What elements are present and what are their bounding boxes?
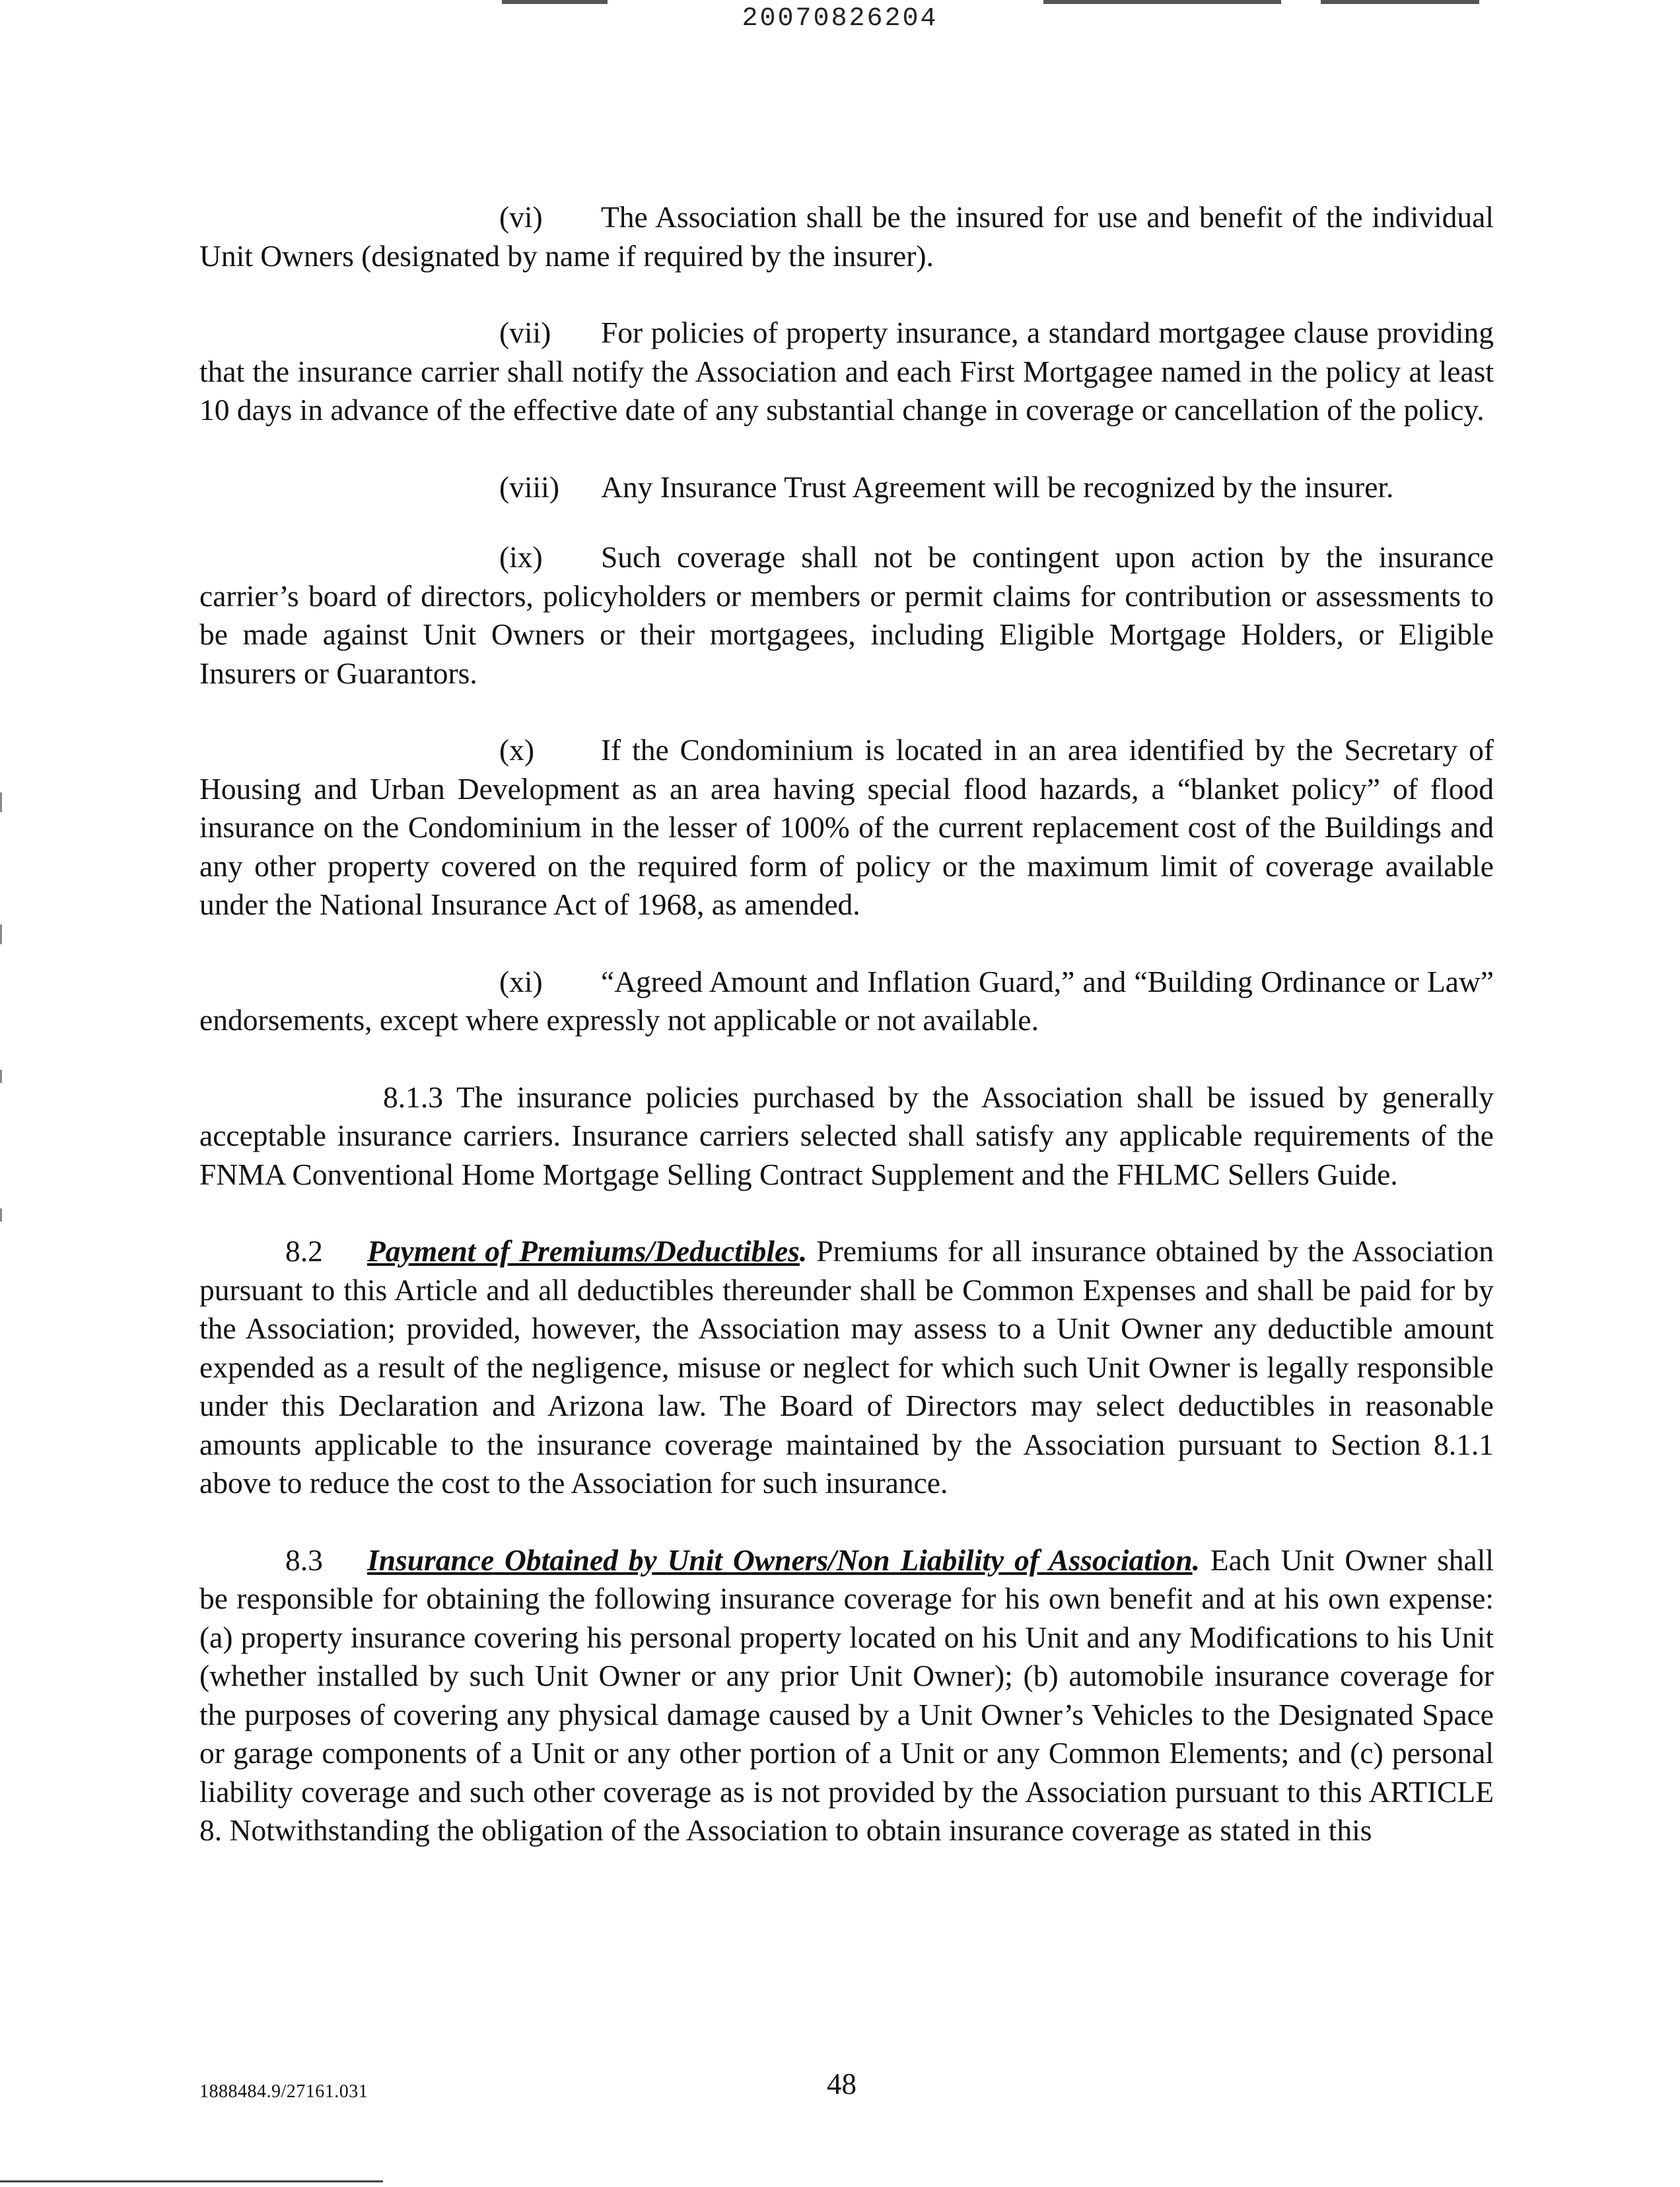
section-heading-period: . [799, 1234, 808, 1268]
document-body [199, 198, 1494, 1889]
scan-edge-mark [0, 792, 2, 812]
list-item [199, 198, 1494, 275]
section-text: Each Unit Owner shall be responsible for obtaining the following insurance coverage for his own benefit and at his own expense: (a) property insurance covering his personal property located on his Unit and any Modifications to his Unit (whether installed by such Unit Owner or any prior Unit Owner); (b) automobile insurance coverage for the purposes of covering any physical damage caused by a Unit Owner’s Vehicles to the Designated Space or garage components of a Unit or any other portion of a Unit or any Common Elements; and (c) personal liability coverage and such other coverage as is not provided by the Association pursuant to this ARTICLE 8. Notwithstanding the obligation of the Association to obtain insurance coverage as stated in this [199, 1543, 1494, 1847]
item-text: For policies of property insurance, a standard mortgagee clause providing that the insurance carrier shall notify the Association and each First Mortgagee named in the policy at least 10 days in advance of the effective date of any substantial change in coverage or cancellation of the policy. [199, 316, 1494, 427]
section-heading-period: . [1192, 1543, 1200, 1577]
scan-edge-mark [0, 1208, 2, 1222]
section-8-1-3 [199, 1078, 1494, 1195]
item-text: The Association shall be the insured for use and benefit of the individual Unit Owners (designated by name if required by the insurer). [199, 200, 1494, 273]
footer-rule [0, 2180, 383, 2182]
section-8-3 [199, 1541, 1494, 1850]
item-label: (ix) [499, 540, 543, 574]
item-text: Such coverage shall not be contingent upon action by the insurance carrier’s board of directors, policyholders or members or permit claims for contribution or assessments to be made against Unit Owners or their mortgagees, including Eligible Mortgage Holders, or Eligible Insurers or Guarantors. [199, 540, 1494, 690]
item-label: (x) [499, 733, 535, 767]
item-label: (vii) [499, 316, 551, 349]
item-text: “Agreed Amount and Inflation Guard,” and “Building Ordinance or Law” endorsements, except where expressly not applicable or not available. [199, 964, 1494, 1037]
section-text: Premiums for all insurance obtained by the Association pursuant to this Article and all deductibles thereunder shall be Common Expenses and shall be paid for by the Association; provided, however, the Association may assess to a Unit Owner any deductible amount expended as a result of the negligence, misuse or neglect for which such Unit Owner is legally responsible under this Declaration and Arizona law. The Board of Directors may select deductibles in reasonable amounts applicable to the insurance coverage maintained by the Association pursuant to Section 8.1.1 above to reduce the cost to the Association for such insurance. [199, 1234, 1494, 1500]
section-heading: Insurance Obtained by Unit Owners/Non Liability of Association [367, 1543, 1193, 1577]
list-item [199, 314, 1494, 430]
page-number: 48 [827, 2067, 857, 2100]
section-number: 8.2 [285, 1234, 323, 1268]
list-item [199, 538, 1494, 693]
list-item [199, 963, 1494, 1040]
footer-document-id: 1888484.9/27161.031 [199, 2081, 368, 2102]
section-8-2 [199, 1232, 1494, 1503]
list-item [199, 468, 1494, 507]
item-label: (viii) [499, 469, 559, 504]
section-number: 8.3 [285, 1543, 323, 1577]
item-text: Any Insurance Trust Agreement will be recognized by the insurer. [601, 469, 1394, 504]
item-label: (xi) [499, 964, 543, 998]
scan-edge-mark [0, 1070, 2, 1083]
list-item [199, 731, 1494, 924]
document-number-stamp: 20070826204 [742, 4, 938, 34]
section-heading: Payment of Premiums/Deductibles [367, 1234, 800, 1268]
scan-edge-mark [0, 924, 2, 944]
section-text: 8.1.3 The insurance policies purchased by the Association shall be issued by generally acceptable insurance carriers. Insurance carriers selected shall satisfy any applicable requirements of the FNMA Conventional Home Mortgage Selling Contract Supplement and the FHLMC Sellers Guide. [199, 1080, 1494, 1191]
item-label: (vi) [499, 200, 543, 234]
item-text: If the Condominium is located in an area identified by the Secretary of Housing and Urban Development as an area having special flood hazards, a “blanket policy” of flood insurance on the Condominium in the lesser of 100% of the current replacement cost of the Buildings and any other property covered on the required form of policy or the maximum limit of coverage available under the National Insurance Act of 1968, as amended. [199, 733, 1494, 921]
